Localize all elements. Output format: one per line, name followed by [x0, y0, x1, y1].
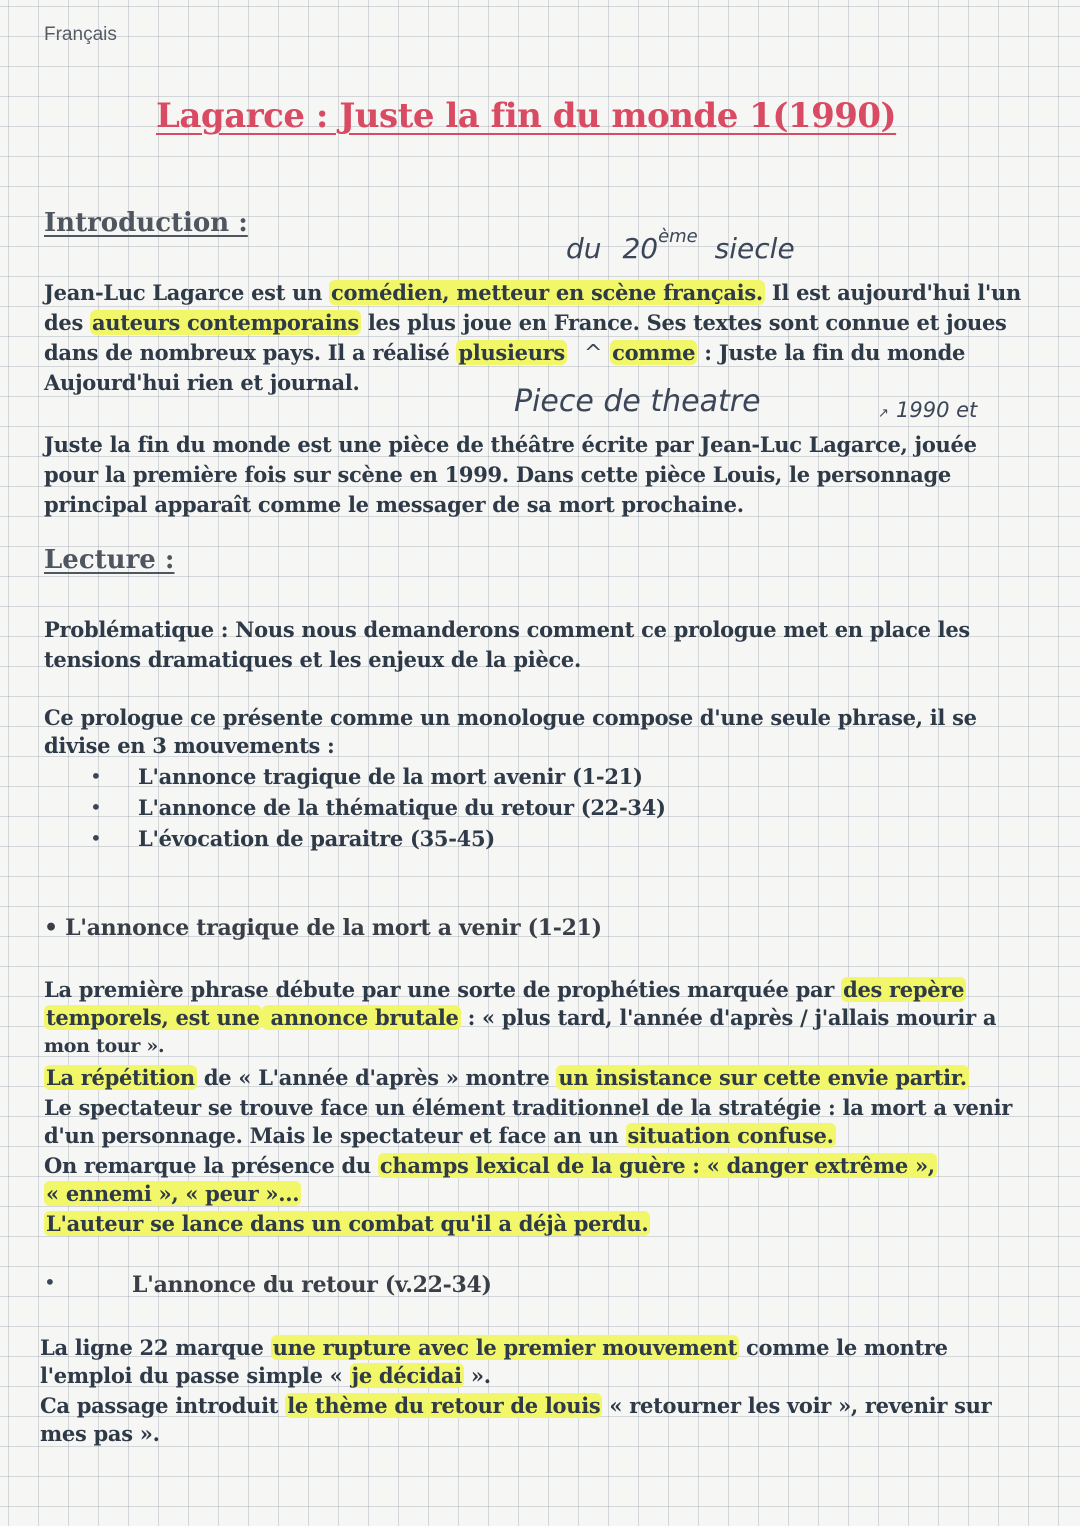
intro-p2-line-3: principal apparaît comme le messager de sa mort prochaine. [44, 492, 744, 517]
section1-line-1 [44, 975, 966, 1005]
bullet-icon: • [44, 1270, 56, 1294]
bullet-icon: • [90, 826, 102, 850]
annotation-play: Piece de theatre [514, 384, 761, 419]
problematique-line-2: tensions dramatiques et les enjeux de la pièce. [44, 647, 582, 672]
problematique-line-1: Problématique : Nous nous demanderons comment ce prologue met en place les [44, 617, 970, 642]
highlight: comme [612, 340, 696, 365]
caret-mark: ^ [583, 341, 603, 366]
section1-line-8 [44, 1179, 301, 1209]
bullet-icon: • [90, 764, 102, 788]
section1-heading: • L'annonce tragique de la mort a venir (1-21) [44, 915, 602, 941]
highlight: comédien, metteur en scène français. [331, 280, 763, 305]
movement-item: L'annonce tragique de la mort avenir (1-21) [138, 764, 643, 789]
intro-line-3 [44, 338, 965, 369]
text-span: les plus joue en France. Ses textes sont connue et joues [360, 310, 1007, 335]
highlight: un insistance sur cette envie partir. [558, 1065, 967, 1090]
section2-heading: L'annonce du retour (v.22-34) [132, 1272, 492, 1298]
text-span: Il est aujourd'hui l'un [764, 280, 1021, 305]
intro-line-1 [44, 278, 1021, 308]
section1-line-2 [44, 1003, 996, 1033]
highlight: plusieurs [458, 340, 565, 365]
movement-item: L'annonce de la thématique du retour (22-34) [138, 795, 666, 820]
text-span: l'emploi du passe simple « [40, 1363, 350, 1388]
text-span: On remarque la présence du [44, 1153, 378, 1178]
lecture-heading: Lecture : [44, 545, 175, 575]
section1-line-7 [44, 1151, 937, 1181]
section1-line-9 [44, 1209, 650, 1239]
plan-line-2: divise en 3 mouvements : [44, 733, 335, 758]
text-span: comme le montre [739, 1335, 948, 1360]
text-span: : Juste la fin du monde [697, 340, 966, 365]
annotation-siecle: siecle [714, 232, 795, 265]
annotation-sup: ème [658, 226, 698, 247]
highlight: auteurs contemporains [91, 310, 359, 335]
movement-item: L'évocation de paraitre (35-45) [138, 826, 495, 851]
highlight: le thème du retour de louis [287, 1393, 601, 1418]
subject-label: Français [44, 24, 117, 45]
highlight: une rupture avec le premier mouvement [272, 1335, 738, 1360]
highlight: je décidai [351, 1363, 462, 1388]
text-span: La ligne 22 marque [40, 1335, 271, 1360]
text-span: La première phrase débute par une sorte de prophéties marquée par [44, 977, 842, 1002]
annotation-arrow: ↗ [878, 406, 889, 421]
section2-line-4: mes pas ». [40, 1421, 160, 1446]
text-span: ». [463, 1363, 491, 1388]
annotation-year: 1990 et [896, 398, 978, 422]
text-span: des [44, 310, 90, 335]
text-span: « retourner les voir », revenir sur [602, 1393, 992, 1418]
text-span: Jean-Luc Lagarce est un [44, 280, 330, 305]
highlight: annonce brutale [263, 1005, 459, 1030]
text-span: dans de nombreux pays. Il a réalisé [44, 340, 457, 365]
highlight: « ennemi », « peur »... [46, 1181, 300, 1206]
section1-line-4 [44, 1063, 969, 1093]
highlight: situation confuse. [627, 1123, 834, 1148]
page-title: Lagarce : Juste la fin du monde 1(1990) [156, 96, 897, 136]
section2-line-3 [40, 1391, 991, 1421]
highlight: temporels, est une [46, 1005, 260, 1030]
annotation-number: 20 [622, 232, 659, 265]
section2-line-2 [40, 1361, 491, 1391]
highlight: La répétition [46, 1065, 195, 1090]
intro-p2-line-2: pour la première fois sur scène en 1999. Dans cette pièce Louis, le personnage [44, 462, 951, 487]
text-span: de « L'année d'après » montre [196, 1065, 557, 1090]
intro-line-2 [44, 308, 1007, 338]
highlight: L'auteur se lance dans un combat qu'il a déjà perdu. [46, 1211, 649, 1236]
annotation-du: du [566, 232, 602, 265]
bullet-icon: • [90, 795, 102, 819]
highlight: des repère [843, 977, 965, 1002]
section1-line-6 [44, 1121, 836, 1151]
section1-line-3: mon tour ». [44, 1035, 165, 1057]
text-span: Ca passage introduit [40, 1393, 286, 1418]
text-span: d'un personnage. Mais le spectateur et face an un [44, 1123, 626, 1148]
intro-line-4: Aujourd'hui rien et journal. [44, 370, 360, 395]
intro-p2-line-1: Juste la fin du monde est une pièce de théâtre écrite par Jean-Luc Lagarce, jouée [44, 432, 977, 457]
section1-line-5: Le spectateur se trouve face un élément traditionnel de la stratégie : la mort a venir [44, 1095, 1013, 1120]
annotation-century [566, 226, 795, 265]
text-span: : « plus tard, l'année d'après / j'allais mourir a [460, 1005, 997, 1030]
plan-line-1: Ce prologue ce présente comme un monologue compose d'une seule phrase, il se [44, 705, 977, 730]
highlight: champs lexical de la guère : « danger extrême », [379, 1153, 935, 1178]
intro-heading: Introduction : [44, 208, 248, 238]
section2-line-1 [40, 1333, 948, 1363]
